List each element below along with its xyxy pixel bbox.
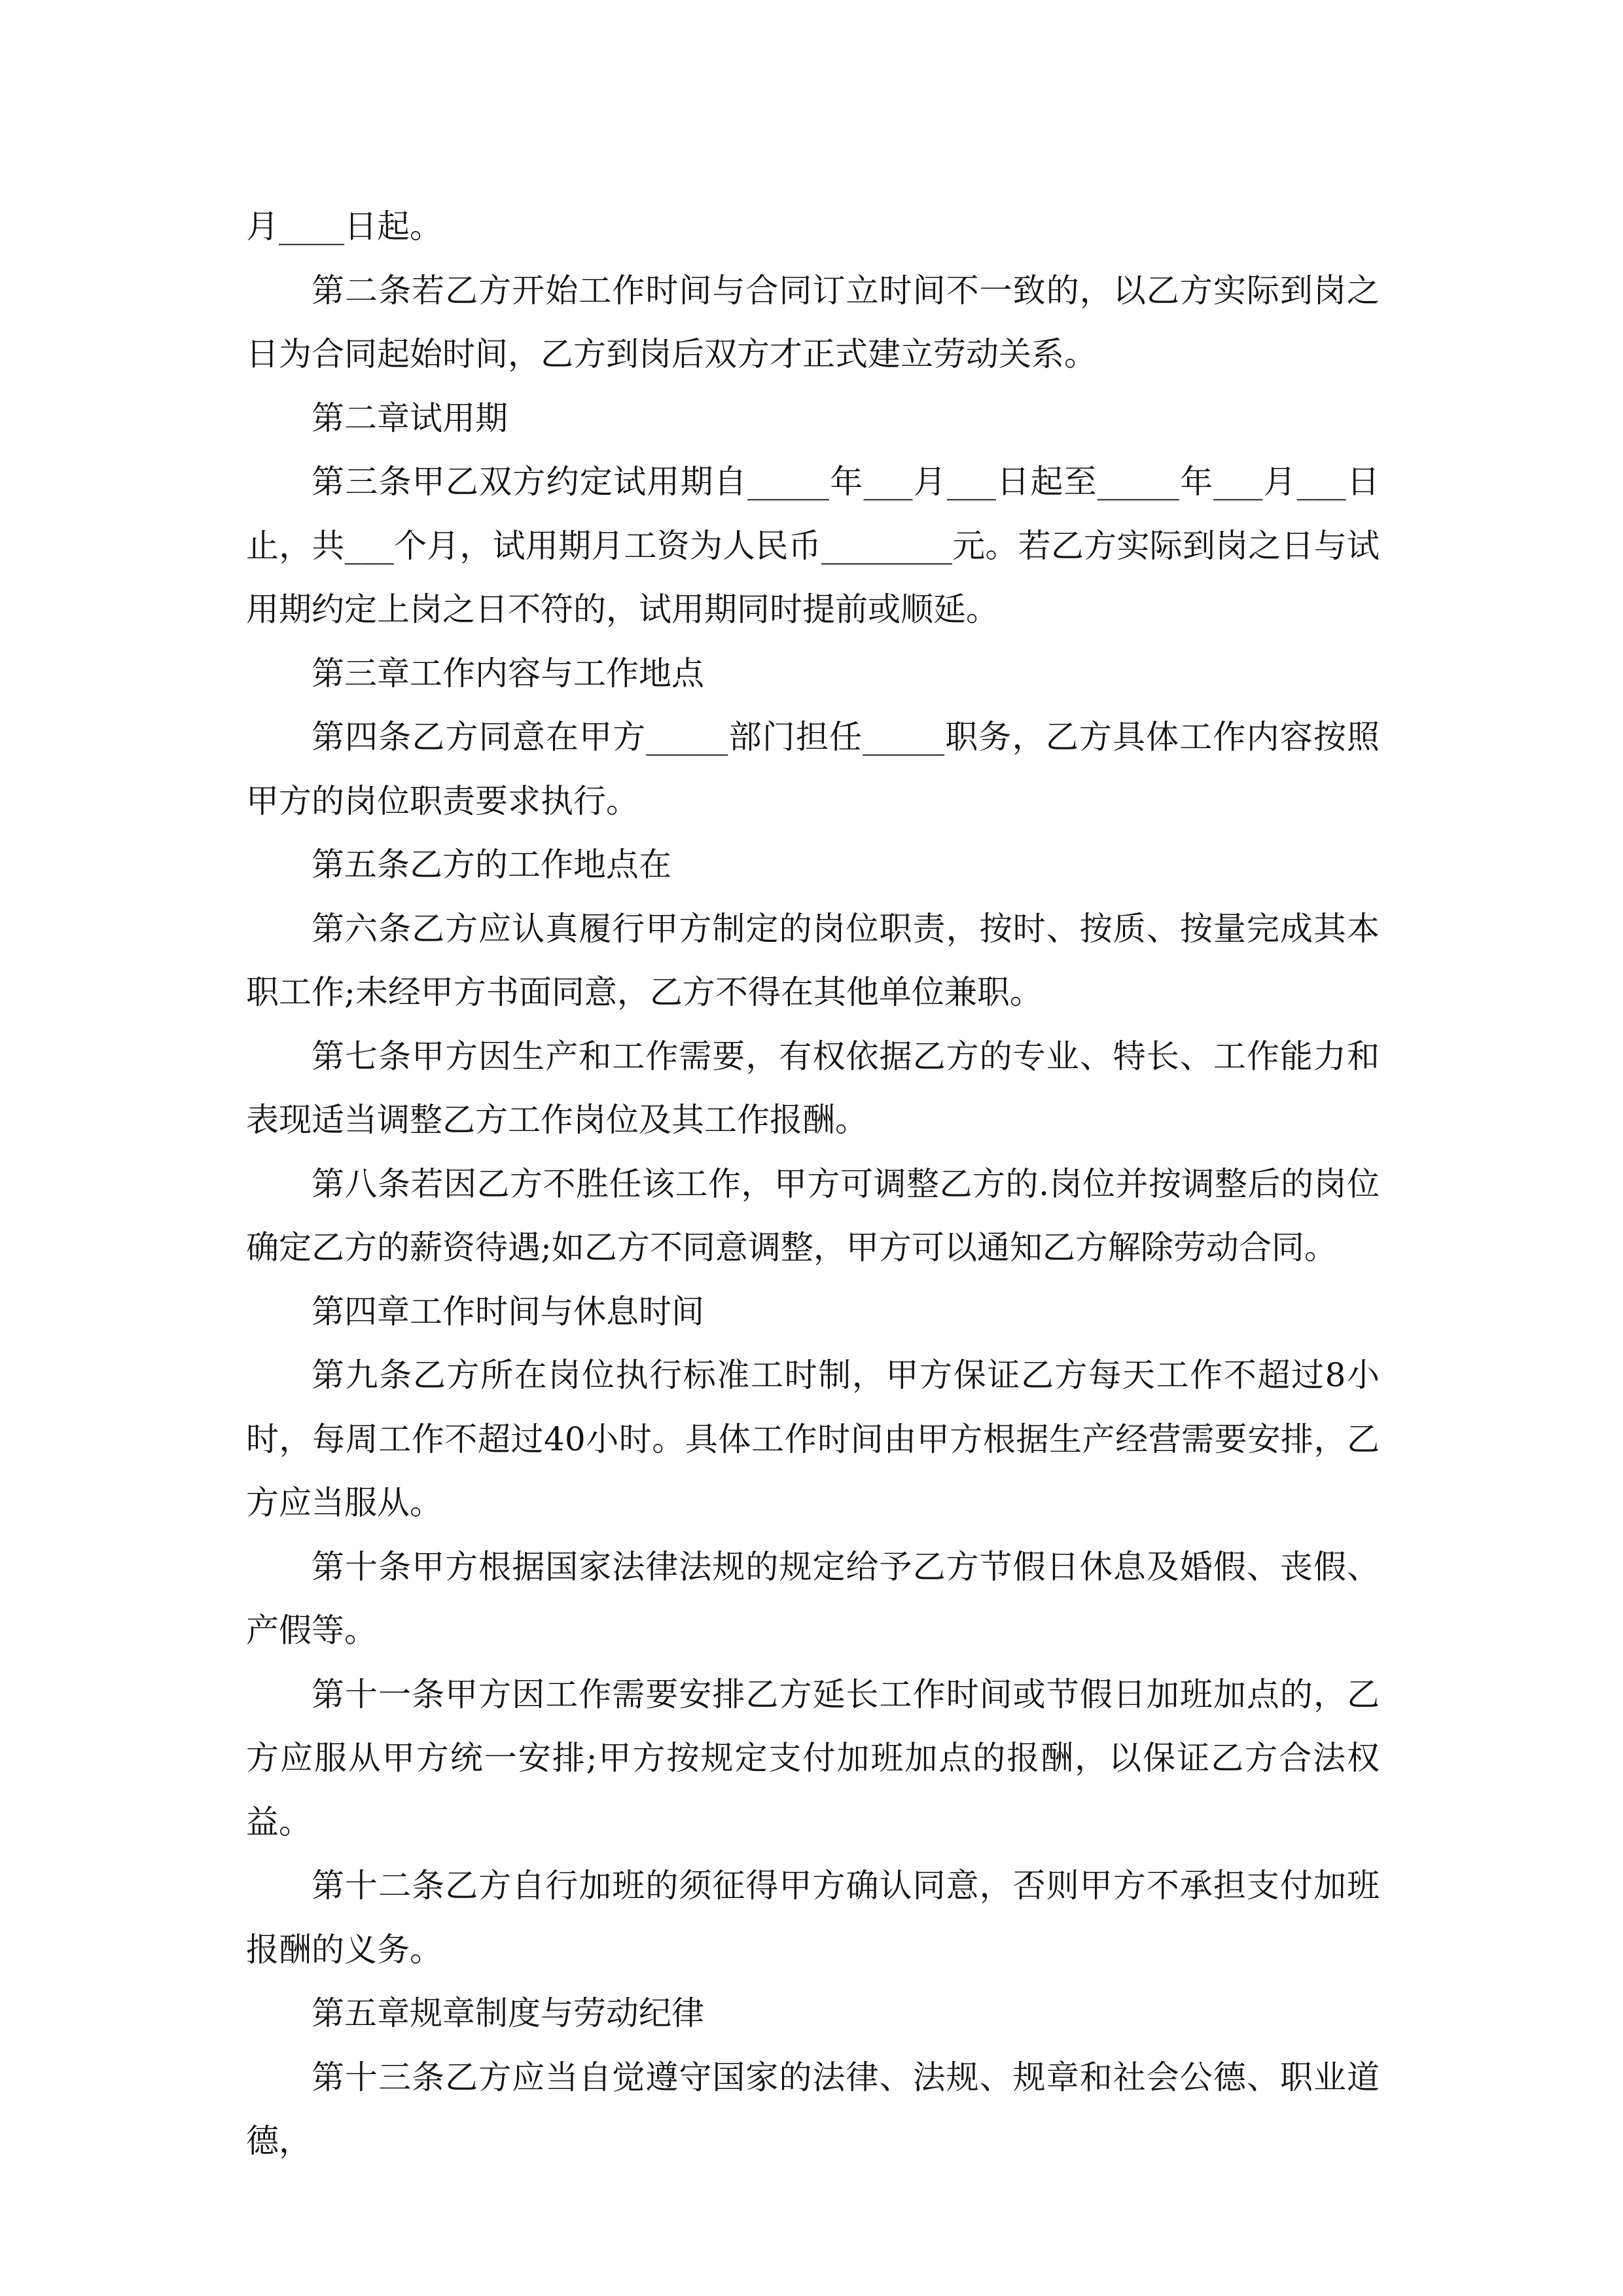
chapter-heading-4: 第四章工作时间与休息时间 [312, 1292, 704, 1331]
paragraph-article-5: 第五条乙方的工作地点在 [312, 846, 671, 884]
paragraph-date-tail: 月____日起。 [246, 207, 442, 245]
paragraph-article-4: 第四条乙方同意在甲方_____部门担任_____职务，乙方具体工作内容按照甲方的岗位职责要求执行。 [246, 718, 1380, 820]
paragraph-article-10: 第十条甲方根据国家法律法规的规定给予乙方节假日休息及婚假、丧假、产假等。 [246, 1547, 1380, 1649]
chapter-heading-5: 第五章规章制度与劳动纪律 [312, 1994, 704, 2032]
paragraph-article-6: 第六条乙方应认真履行甲方制定的岗位职责，按时、按质、按量完成其本职工作;未经甲方书面同意，乙方不得在其他单位兼职。 [246, 909, 1380, 1011]
paragraph-article-11: 第十一条甲方因工作需要安排乙方延长工作时间或节假日加班加点的，乙方应服从甲方统一安排;甲方按规定支付加班加点的报酬，以保证乙方合法权益。 [246, 1675, 1380, 1841]
paragraph-article-9: 第九条乙方所在岗位执行标准工时制，甲方保证乙方每天工作不超过8小时，每周工作不超过40小时。具体工作时间由甲方根据生产经营需要安排，乙方应当服从。 [246, 1356, 1380, 1522]
paragraph-article-8: 第八条若因乙方不胜任该工作，甲方可调整乙方的.岗位并按调整后的岗位确定乙方的薪资待遇;如乙方不同意调整，甲方可以通知乙方解除劳动合同。 [246, 1164, 1380, 1266]
paragraph-article-13: 第十三条乙方应当自觉遵守国家的法律、法规、规章和社会公德、职业道德， [246, 2058, 1380, 2160]
document-body [246, 195, 1380, 2174]
paragraph-article-7: 第七条甲方因生产和工作需要，有权依据乙方的专业、特长、工作能力和表现适当调整乙方工作岗位及其工作报酬。 [246, 1037, 1380, 1139]
paragraph-article-2: 第二条若乙方开始工作时间与合同订立时间不一致的，以乙方实际到岗之日为合同起始时间，乙方到岗后双方才正式建立劳动关系。 [246, 271, 1380, 373]
chapter-heading-3: 第三章工作内容与工作地点 [312, 654, 704, 692]
paragraph-article-12: 第十二条乙方自行加班的须征得甲方确认同意，否则甲方不承担支付加班报酬的义务。 [246, 1867, 1380, 1969]
paragraph-article-3: 第三条甲乙双方约定试用期自_____年___月___日起至_____年___月___日止，共___个月，试用期月工资为人民币________元。若乙方实际到岗之日与试用期约定上岗之日不符的，试用期同时提前或顺延。 [246, 463, 1380, 628]
chapter-heading-2: 第二章试用期 [312, 399, 508, 437]
